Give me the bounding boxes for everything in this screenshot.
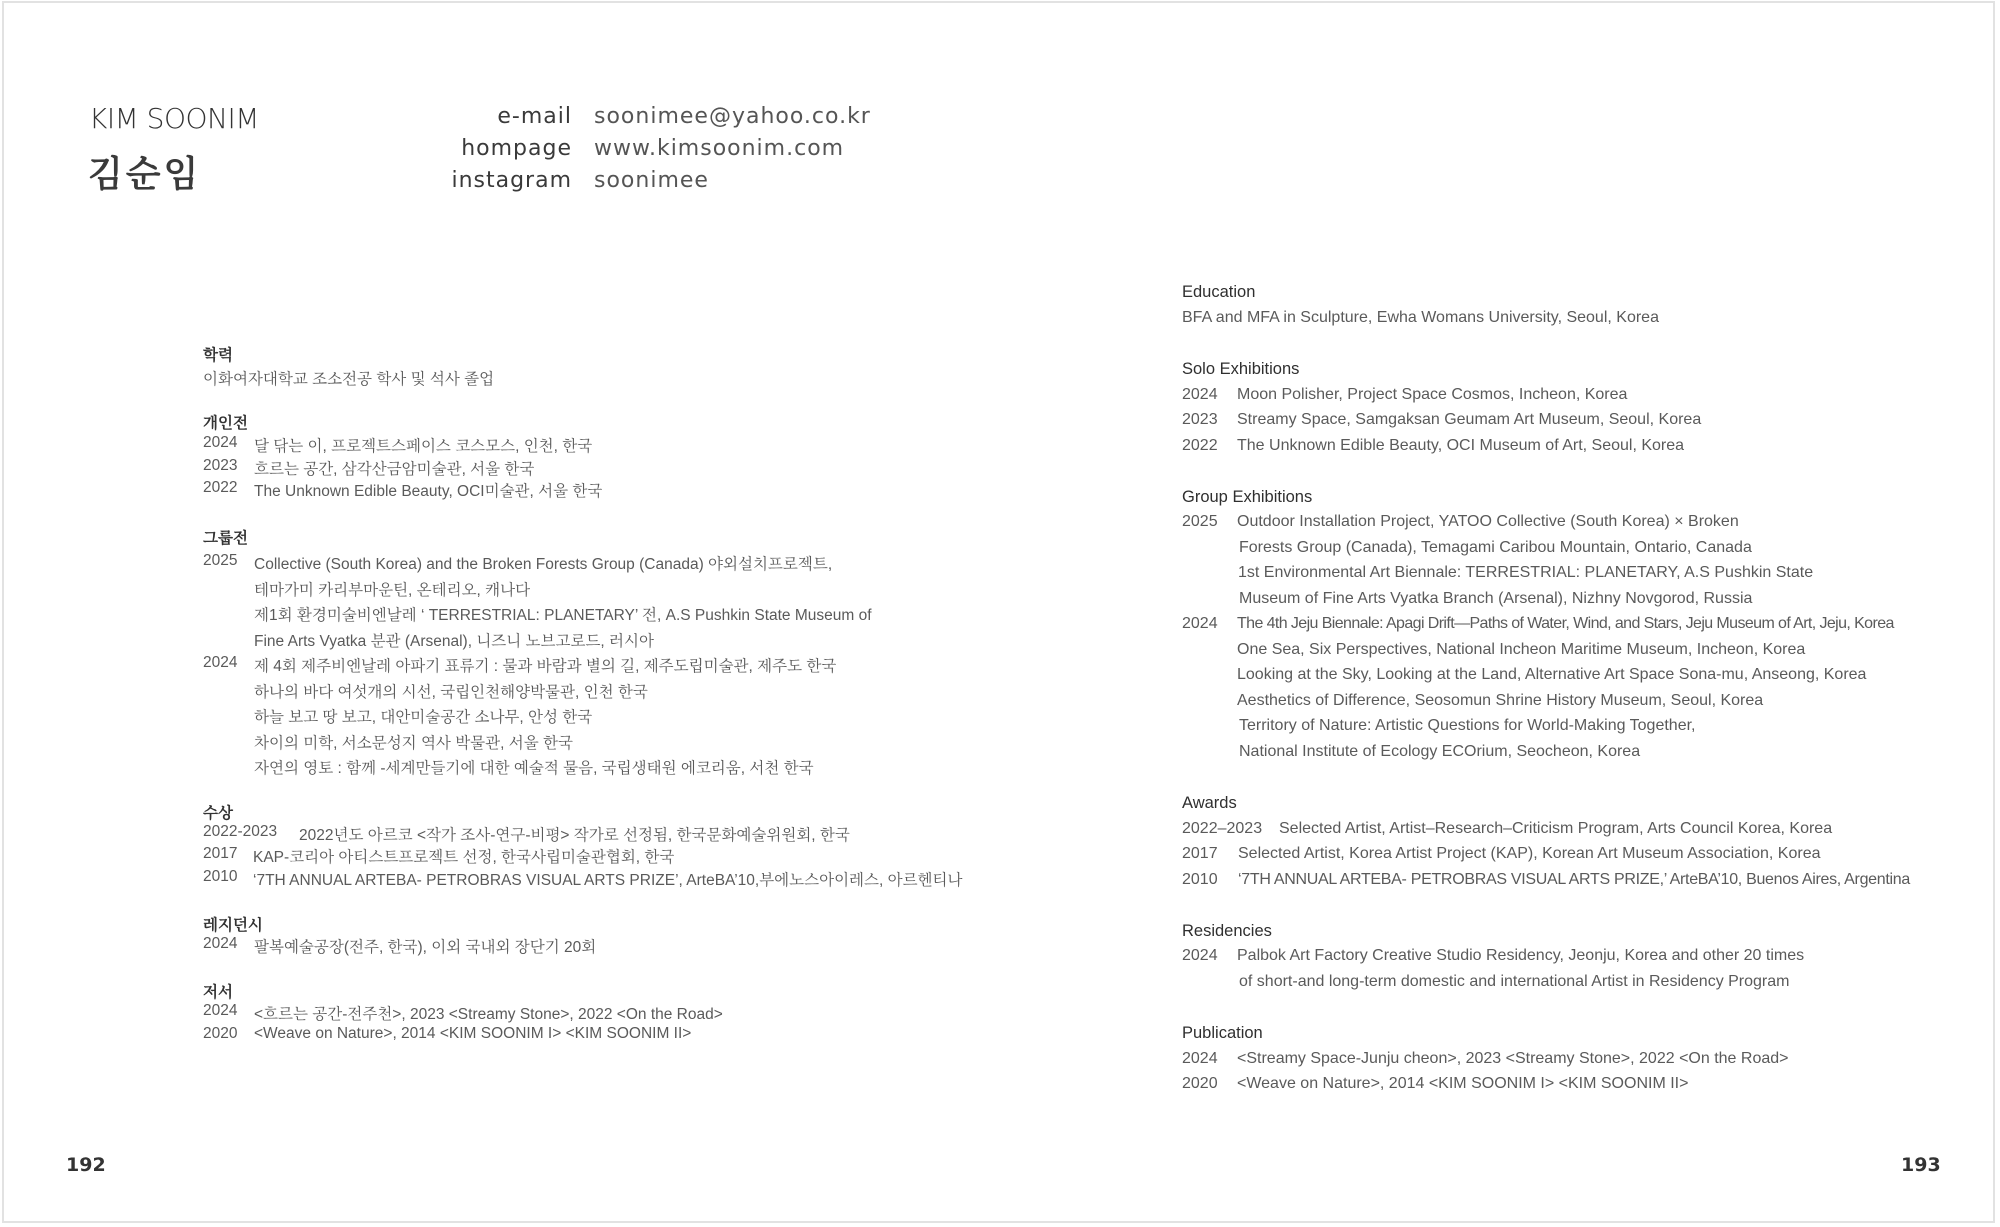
entry-text: <Weave on Nature>, 2014 <KIM SOONIM I> <KIM SOONIM II> bbox=[1237, 1075, 1689, 1092]
section-heading-awards-ko: 수상 bbox=[203, 805, 233, 822]
entry-text: Streamy Space, Samgaksan Geumam Art Museum, Seoul, Korea bbox=[1237, 411, 1702, 428]
entry-text: 1st Environmental Art Biennale: TERRESTRIAL: PLANETARY, A.S Pushkin State bbox=[1238, 564, 1814, 581]
entry-year: 2023 bbox=[203, 457, 238, 474]
entry-text: Moon Polisher, Project Space Cosmos, Incheon, Korea bbox=[1237, 386, 1628, 403]
contact-email-row bbox=[400, 101, 871, 133]
entry-text: Palbok Art Factory Creative Studio Residency, Jeonju, Korea and other 20 times bbox=[1237, 947, 1805, 964]
section-heading-residency-ko: 레지던시 bbox=[203, 917, 263, 934]
entry-text: 달 닦는 이, 프로젝트스페이스 코스모스, 인천, 한국 bbox=[254, 438, 593, 455]
entry-text: Collective (South Korea) and the Broken Forests Group (Canada) 야외설치프로젝트, bbox=[254, 556, 833, 573]
entry-text: of short-and long-term domestic and international Artist in Residency Program bbox=[1239, 973, 1790, 990]
section-heading-group: Group Exhibitions bbox=[1182, 488, 1313, 506]
page-number-right: 193 bbox=[1901, 1154, 1941, 1176]
entry-year: 2022 bbox=[203, 479, 238, 496]
entry-year: 2024 bbox=[1182, 386, 1218, 403]
entry-text: 2022년도 아르코 <작가 조사-연구-비평> 작가로 선정됨, 한국문화예술위원회, 한국 bbox=[299, 827, 850, 844]
entry-year: 2017 bbox=[203, 845, 238, 862]
section-heading-education: Education bbox=[1182, 283, 1256, 301]
entry-year: 2010 bbox=[1182, 871, 1218, 888]
entry-year: 2022 bbox=[1182, 437, 1218, 454]
entry-year: 2022–2023 bbox=[1182, 820, 1263, 837]
email-value[interactable]: soonimee@yahoo.co.kr bbox=[594, 104, 871, 129]
entry-year: 2022-2023 bbox=[203, 823, 278, 840]
section-heading-publication: Publication bbox=[1182, 1024, 1263, 1042]
artist-name-korean: 김순임 bbox=[88, 154, 202, 195]
entry-text: <Weave on Nature>, 2014 <KIM SOONIM I> <KIM SOONIM II> bbox=[254, 1025, 692, 1042]
entry-text: Museum of Fine Arts Vyatka Branch (Arsenal), Nizhny Novgorod, Russia bbox=[1239, 590, 1753, 607]
entry-text: National Institute of Ecology ECOrium, Seocheon, Korea bbox=[1239, 743, 1641, 760]
entry-text: 차이의 미학, 서소문성지 역사 박물관, 서울 한국 bbox=[254, 735, 573, 752]
entry-year: 2024 bbox=[1182, 615, 1218, 632]
section-heading-education-ko: 학력 bbox=[203, 347, 233, 364]
entry-year: 2020 bbox=[203, 1025, 238, 1042]
entry-text: 하늘 보고 땅 보고, 대안미술공간 소나무, 안성 한국 bbox=[254, 709, 593, 726]
section-heading-group-ko: 그룹전 bbox=[203, 530, 248, 547]
entry-text: 팔복예술공장(전주, 한국), 이외 국내외 장단기 20회 bbox=[254, 939, 597, 956]
entry-text: Fine Arts Vyatka 분관 (Arsenal), 니즈니 노브고로드, 러시아 bbox=[254, 633, 654, 650]
entry-text: Selected Artist, Artist–Research–Criticism Program, Arts Council Korea, Korea bbox=[1279, 820, 1833, 837]
entry-text: <Streamy Space-Junju cheon>, 2023 <Streamy Stone>, 2022 <On the Road> bbox=[1237, 1050, 1789, 1067]
homepage-value[interactable]: www.kimsoonim.com bbox=[594, 136, 845, 161]
entry-year: 2024 bbox=[1182, 1050, 1218, 1067]
contact-block bbox=[400, 101, 871, 197]
education-line: 이화여자대학교 조소전공 학사 및 석사 졸업 bbox=[203, 371, 495, 388]
entry-text: Territory of Nature: Artistic Questions for World-Making Together, bbox=[1239, 717, 1696, 734]
artist-name-english: KIM SOONIM bbox=[89, 102, 259, 135]
entry-text: The 4th Jeju Biennale: Apagi Drift—Paths of Water, Wind, and Stars, Jeju Museum of Art, Jeju, Korea bbox=[1237, 615, 1894, 632]
entry-year: 2024 bbox=[203, 434, 238, 451]
entry-text: ‘7TH ANNUAL ARTEBA- PETROBRAS VISUAL ARTS PRIZE,’ ArteBA’10, Buenos Aires, Argentina bbox=[1238, 871, 1910, 888]
contact-homepage-row bbox=[400, 133, 871, 165]
contact-instagram-row bbox=[400, 165, 871, 197]
section-heading-residency: Residencies bbox=[1182, 922, 1272, 940]
entry-text: The Unknown Edible Beauty, OCI Museum of Art, Seoul, Korea bbox=[1237, 437, 1685, 454]
entry-year: 2010 bbox=[203, 868, 238, 885]
entry-text: 테마가미 카리부마운틴, 온테리오, 캐나다 bbox=[254, 582, 531, 599]
education-line: BFA and MFA in Sculpture, Ewha Womans University, Seoul, Korea bbox=[1182, 309, 1659, 326]
section-heading-awards: Awards bbox=[1182, 794, 1237, 812]
instagram-label: instagram bbox=[451, 168, 572, 193]
entry-text: 자연의 영토 : 함께 -세계만들기에 대한 예술적 물음, 국립생태원 에코리움, 서천 한국 bbox=[254, 760, 814, 777]
instagram-value[interactable]: soonimee bbox=[594, 168, 709, 193]
entry-year: 2024 bbox=[203, 654, 238, 671]
section-heading-publication-ko: 저서 bbox=[203, 984, 233, 1001]
entry-year: 2017 bbox=[1182, 845, 1218, 862]
entry-text: 제 4회 제주비엔날레 아파기 표류기 : 물과 바람과 별의 길, 제주도립미술관, 제주도 한국 bbox=[254, 658, 837, 675]
entry-text: The Unknown Edible Beauty, OCI미술관, 서울 한국 bbox=[254, 483, 603, 500]
email-label: e-mail bbox=[497, 104, 572, 129]
entry-text: Looking at the Sky, Looking at the Land, Alternative Art Space Sona-mu, Anseong, Korea bbox=[1237, 666, 1867, 683]
section-heading-solo: Solo Exhibitions bbox=[1182, 360, 1300, 378]
entry-text: Selected Artist, Korea Artist Project (KAP), Korean Art Museum Association, Korea bbox=[1238, 845, 1821, 862]
entry-text: KAP-코리아 아티스트프로젝트 선정, 한국사립미술관협회, 한국 bbox=[253, 849, 675, 866]
entry-year: 2024 bbox=[203, 1002, 238, 1019]
entry-year: 2025 bbox=[203, 552, 238, 569]
entry-year: 2025 bbox=[1182, 513, 1218, 530]
entry-text: Forests Group (Canada), Temagami Caribou Mountain, Ontario, Canada bbox=[1239, 539, 1752, 556]
entry-year: 2024 bbox=[203, 935, 238, 952]
homepage-label: hompage bbox=[461, 136, 572, 161]
entry-text: 하나의 바다 여섯개의 시선, 국립인천해양박물관, 인천 한국 bbox=[254, 684, 648, 701]
entry-text: ‘7TH ANNUAL ARTEBA- PETROBRAS VISUAL ARTS PRIZE’, ArteBA’10,부에노스아이레스, 아르헨티나 bbox=[253, 872, 963, 889]
entry-year: 2023 bbox=[1182, 411, 1218, 428]
entry-text: 흐르는 공간, 삼각산금암미술관, 서울 한국 bbox=[254, 461, 535, 478]
entry-text: <흐르는 공간-전주천>, 2023 <Streamy Stone>, 2022 <On the Road> bbox=[254, 1006, 723, 1023]
entry-text: Outdoor Installation Project, YATOO Collective (South Korea) × Broken bbox=[1237, 513, 1739, 530]
entry-text: 제1회 환경미술비엔날레 ‘ TERRESTRIAL: PLANETARY’ 전, A.S Pushkin State Museum of bbox=[254, 607, 872, 624]
section-heading-solo-ko: 개인전 bbox=[203, 415, 248, 432]
entry-text: One Sea, Six Perspectives, National Incheon Maritime Museum, Incheon, Korea bbox=[1237, 641, 1806, 658]
entry-year: 2024 bbox=[1182, 947, 1218, 964]
page-number-left: 192 bbox=[66, 1154, 106, 1176]
entry-text: Aesthetics of Difference, Seosomun Shrine History Museum, Seoul, Korea bbox=[1237, 692, 1764, 709]
entry-year: 2020 bbox=[1182, 1075, 1218, 1092]
